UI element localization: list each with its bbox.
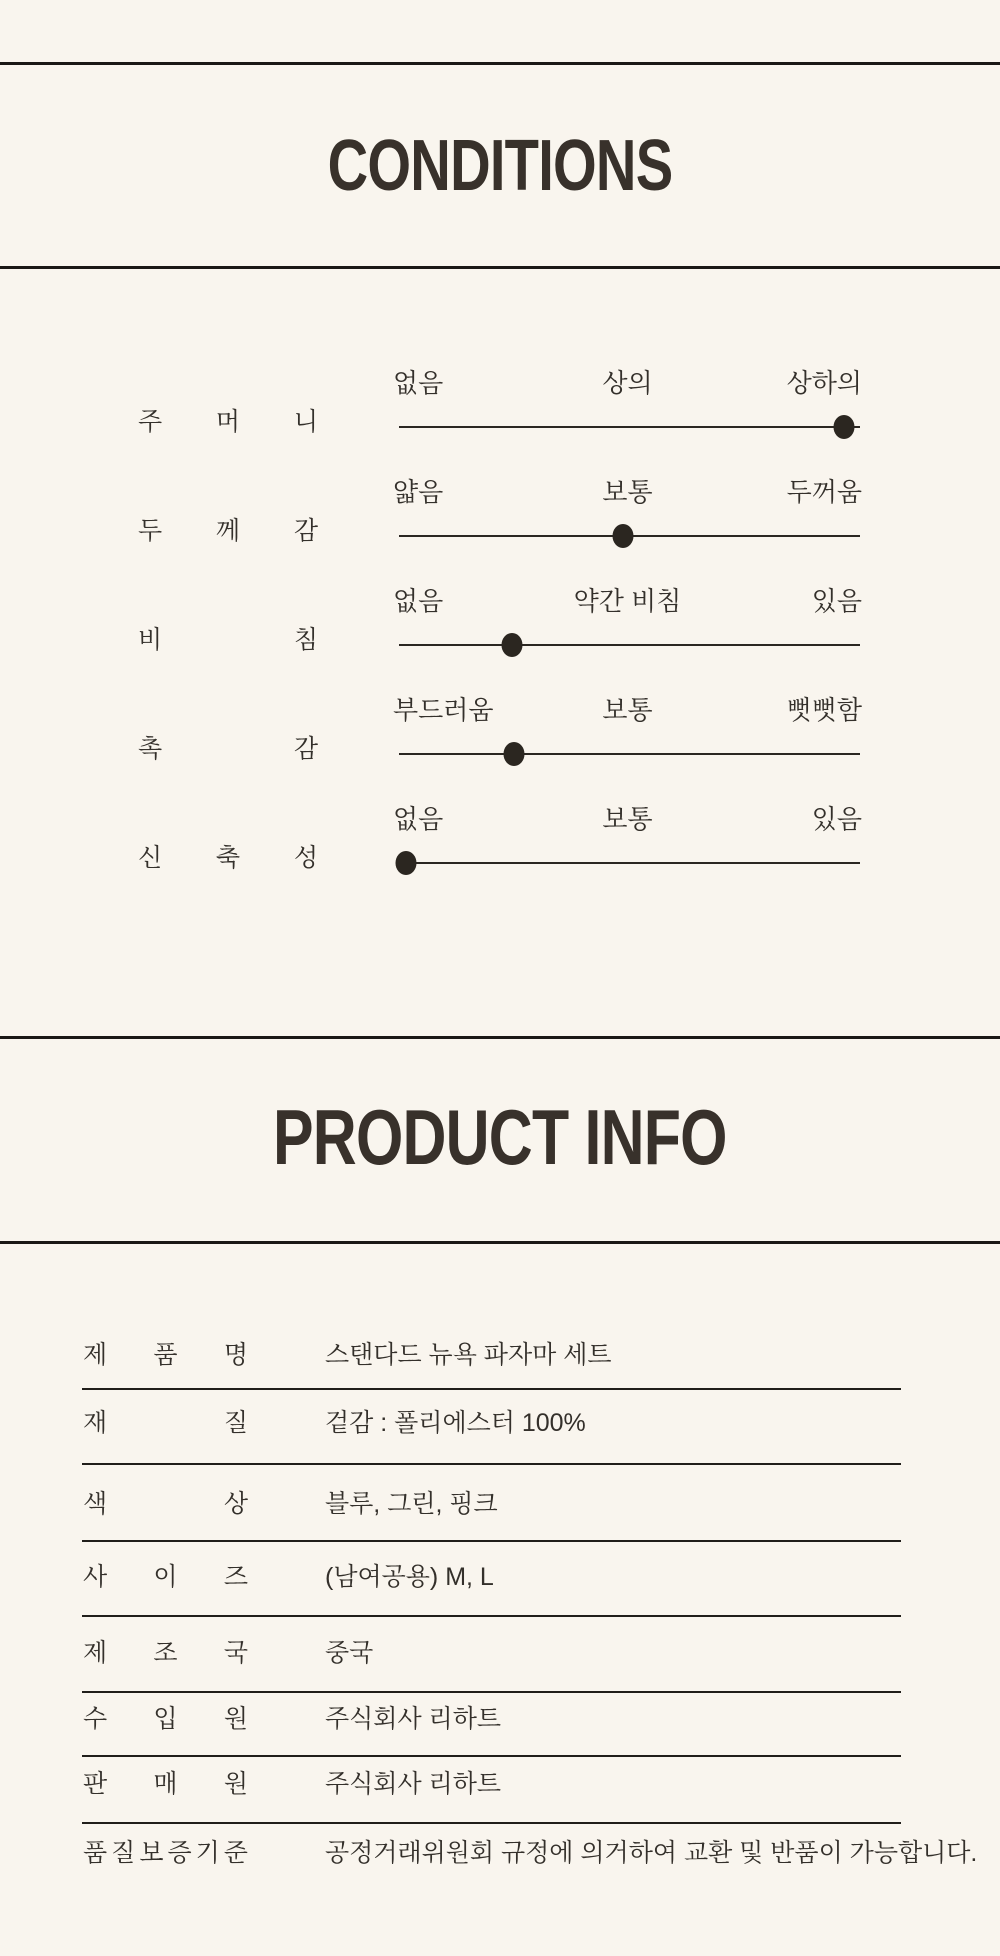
conditions-title-text: CONDITIONS bbox=[327, 126, 673, 206]
condition-scale bbox=[393, 586, 862, 656]
spec-value: 중국 bbox=[325, 1639, 374, 1667]
spec-row-product-name bbox=[82, 1340, 901, 1370]
spec-row-importer bbox=[82, 1704, 901, 1734]
condition-attribute-label: 신 축 성 bbox=[138, 844, 318, 872]
condition-row-pocket bbox=[0, 368, 1000, 448]
spec-value: 스탠다드 뉴욕 파자마 세트 bbox=[325, 1341, 612, 1369]
spec-label: 사 이 즈 bbox=[83, 1563, 248, 1591]
conditions-title bbox=[0, 128, 1000, 204]
section-divider bbox=[0, 1036, 1000, 1039]
condition-attribute-label: 비 침 bbox=[138, 626, 318, 654]
scale-label-middle: 약간 비침 bbox=[573, 586, 682, 616]
spec-label: 판 매 원 bbox=[83, 1770, 248, 1798]
spec-row-origin bbox=[82, 1638, 901, 1668]
slider-track bbox=[399, 426, 860, 428]
spec-row-divider bbox=[82, 1755, 901, 1757]
spec-row-divider bbox=[82, 1615, 901, 1617]
spec-label: 색 상 bbox=[83, 1490, 248, 1518]
slider-dot bbox=[504, 742, 525, 766]
slider-track bbox=[399, 753, 860, 755]
scale-label-middle: 보통 bbox=[602, 695, 653, 725]
spec-label: 수 입 원 bbox=[83, 1705, 248, 1733]
scale-label-right: 있음 bbox=[811, 586, 862, 616]
product-info-title-text: PRODUCT INFO bbox=[273, 1093, 727, 1181]
spec-row-divider bbox=[82, 1540, 901, 1542]
scale-label-middle: 상의 bbox=[602, 368, 653, 398]
condition-attribute-label: 촉 감 bbox=[138, 735, 318, 763]
scale-label-middle: 보통 bbox=[602, 804, 653, 834]
condition-scale bbox=[393, 477, 862, 547]
spec-value: 공정거래위원회 규정에 의거하여 교환 및 반품이 가능합니다. bbox=[325, 1839, 978, 1867]
slider-track bbox=[399, 535, 860, 537]
spec-row-divider bbox=[82, 1822, 901, 1824]
spec-label: 제 품 명 bbox=[83, 1341, 248, 1369]
spec-row-divider bbox=[82, 1463, 901, 1465]
slider-dot bbox=[501, 633, 522, 657]
scale-label-right: 있음 bbox=[811, 804, 862, 834]
product-info-title bbox=[0, 1093, 1000, 1181]
spec-label: 품 질 보 증 기 준 bbox=[83, 1839, 248, 1867]
section-divider bbox=[0, 266, 1000, 269]
scale-label-left: 없음 bbox=[393, 804, 444, 834]
condition-scale bbox=[393, 368, 862, 438]
spec-row-warranty bbox=[82, 1838, 978, 1868]
condition-row-texture bbox=[0, 695, 1000, 775]
spec-row-size bbox=[82, 1562, 901, 1592]
condition-attribute-label: 두 께 감 bbox=[138, 517, 318, 545]
slider-track bbox=[399, 862, 860, 864]
slider-track bbox=[399, 644, 860, 646]
spec-value: 블루, 그린, 핑크 bbox=[325, 1490, 498, 1518]
condition-scale bbox=[393, 695, 862, 765]
spec-value: 주식회사 리하트 bbox=[325, 1770, 501, 1798]
spec-label: 재 질 bbox=[83, 1409, 248, 1437]
condition-attribute-label: 주 머 니 bbox=[138, 408, 318, 436]
condition-row-thickness bbox=[0, 477, 1000, 557]
condition-row-sheerness bbox=[0, 586, 1000, 666]
section-divider bbox=[0, 62, 1000, 65]
spec-value: 주식회사 리하트 bbox=[325, 1705, 501, 1733]
scale-label-right: 두꺼움 bbox=[786, 477, 862, 507]
scale-label-left: 없음 bbox=[393, 586, 444, 616]
spec-table bbox=[82, 1242, 978, 1956]
scale-label-left: 얇음 bbox=[393, 477, 444, 507]
scale-label-middle: 보통 bbox=[602, 477, 653, 507]
scale-label-right: 뻣뻣함 bbox=[786, 695, 862, 725]
slider-dot bbox=[395, 851, 416, 875]
scale-label-left: 부드러움 bbox=[393, 695, 494, 725]
spec-label: 제 조 국 bbox=[83, 1639, 248, 1667]
spec-row-color bbox=[82, 1489, 901, 1519]
spec-row-divider bbox=[82, 1388, 901, 1390]
spec-row-material bbox=[82, 1408, 901, 1438]
spec-value: 겉감 : 폴리에스터 100% bbox=[325, 1409, 586, 1437]
condition-scale bbox=[393, 804, 862, 874]
condition-row-elasticity bbox=[0, 804, 1000, 884]
scale-label-right: 상하의 bbox=[786, 368, 862, 398]
spec-row-divider bbox=[82, 1691, 901, 1693]
slider-dot bbox=[833, 415, 854, 439]
scale-label-left: 없음 bbox=[393, 368, 444, 398]
slider-dot bbox=[612, 524, 633, 548]
spec-value: (남여공용) M, L bbox=[325, 1563, 494, 1591]
spec-row-seller bbox=[82, 1769, 901, 1799]
